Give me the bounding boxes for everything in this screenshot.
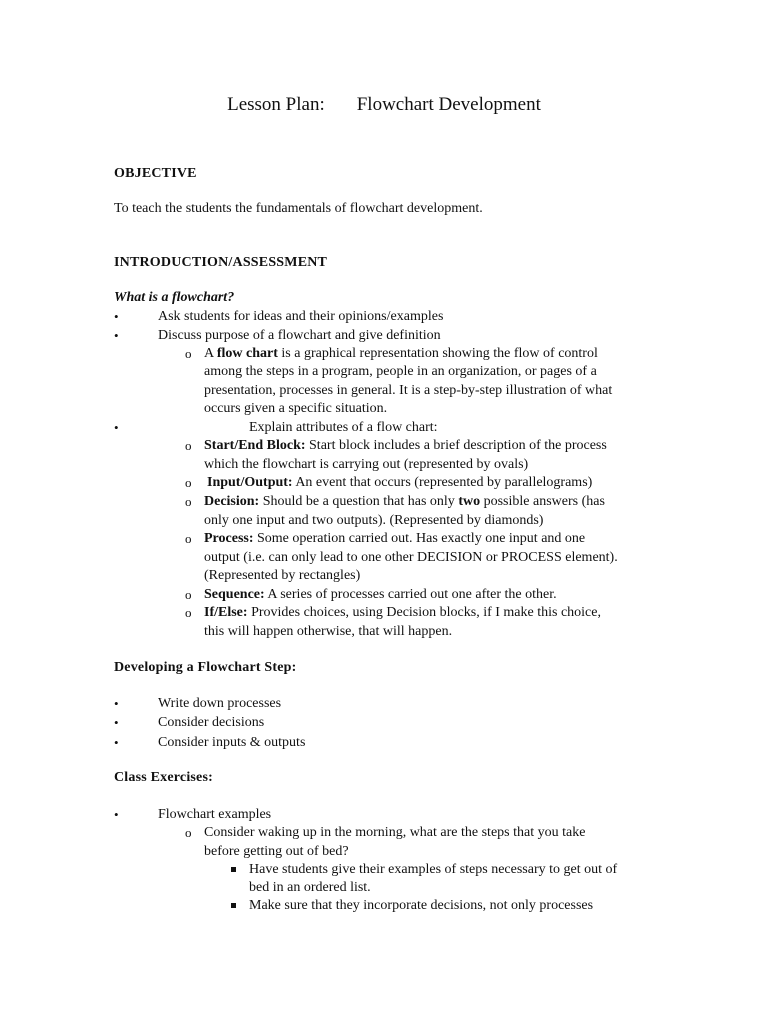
attr-sequence: Sequence: A series of processes carried out one after the other. [204, 587, 557, 602]
intro-heading: INTRODUCTION/ASSESSMENT [114, 255, 328, 270]
developing-bullet-3: Consider inputs & outputs [158, 735, 306, 750]
circle-marker: o [185, 587, 192, 602]
objective-heading: OBJECTIVE [114, 166, 197, 181]
bullet-marker: • [114, 807, 119, 822]
intro-bullet-1: Ask students for ideas and their opinions/examples [158, 309, 444, 324]
definition-line-1: A flow chart is a graphical representation showing the flow of control [204, 346, 598, 361]
developing-heading: Developing a Flowchart Step: [114, 660, 297, 675]
intro-bullet-2: Discuss purpose of a flowchart and give definition [158, 328, 441, 343]
circle-marker: o [185, 531, 192, 546]
attr-process-line-1: Process: Some operation carried out. Has exactly one input and one [204, 531, 586, 546]
circle-marker: o [185, 825, 192, 840]
bullet-marker: • [114, 696, 119, 711]
bullet-marker: • [114, 420, 119, 435]
exercises-heading: Class Exercises: [114, 770, 213, 785]
circle-marker: o [185, 475, 192, 490]
attributes-bullet: Explain attributes of a flow chart: [249, 420, 438, 435]
bullet-marker: • [114, 309, 119, 324]
attr-decision-line-2: only one input and two outputs). (Represented by diamonds) [204, 513, 544, 528]
exercises-sub-line-2: before getting out of bed? [204, 844, 349, 859]
attr-process-line-3: (Represented by rectangles) [204, 568, 361, 583]
exercises-square-1-line-2: bed in an ordered list. [249, 880, 371, 895]
circle-marker: o [185, 438, 192, 453]
attr-ifelse-line-1: If/Else: Provides choices, using Decision blocks, if I make this choice, [204, 605, 601, 620]
definition-line-3: presentation, processes in general. It is a step-by-step illustration of what [204, 383, 613, 398]
circle-marker: o [185, 494, 192, 509]
exercises-sub-line-1: Consider waking up in the morning, what are the steps that you take [204, 825, 586, 840]
attr-start-line-2: which the flowchart is carrying out (represented by ovals) [204, 457, 529, 472]
intro-question: What is a flowchart? [114, 290, 235, 305]
attr-process-line-2: output (i.e. can only lead to one other DECISION or PROCESS element). [204, 550, 618, 565]
title-right: Flowchart Development [356, 94, 541, 115]
page-title [0, 94, 768, 116]
square-bullet-icon [231, 867, 236, 872]
attr-io: Input/Output: An event that occurs (represented by parallelograms) [207, 475, 593, 490]
circle-marker: o [185, 605, 192, 620]
bullet-marker: • [114, 715, 119, 730]
definition-line-4: occurs given a specific situation. [204, 401, 388, 416]
exercises-square-1-line-1: Have students give their examples of steps necessary to get out of [249, 862, 618, 877]
exercises-bullet: Flowchart examples [158, 807, 272, 822]
definition-line-2: among the steps in a program, people in an organization, or pages of a [204, 364, 597, 379]
bullet-marker: • [114, 328, 119, 343]
circle-marker: o [185, 346, 192, 361]
objective-text: To teach the students the fundamentals of flowchart development. [114, 201, 483, 216]
attr-decision-line-1: Decision: Should be a question that has only two possible answers (has [204, 494, 605, 509]
developing-bullet-1: Write down processes [158, 696, 282, 711]
developing-bullet-2: Consider decisions [158, 715, 265, 730]
square-bullet-icon [231, 903, 236, 908]
title-left: Lesson Plan: [227, 94, 325, 115]
exercises-square-2: Make sure that they incorporate decisions, not only processes [249, 898, 594, 913]
attr-start-line-1: Start/End Block: Start block includes a brief description of the process [204, 438, 607, 453]
bullet-marker: • [114, 735, 119, 750]
attr-ifelse-line-2: this will happen otherwise, that will happen. [204, 624, 453, 639]
